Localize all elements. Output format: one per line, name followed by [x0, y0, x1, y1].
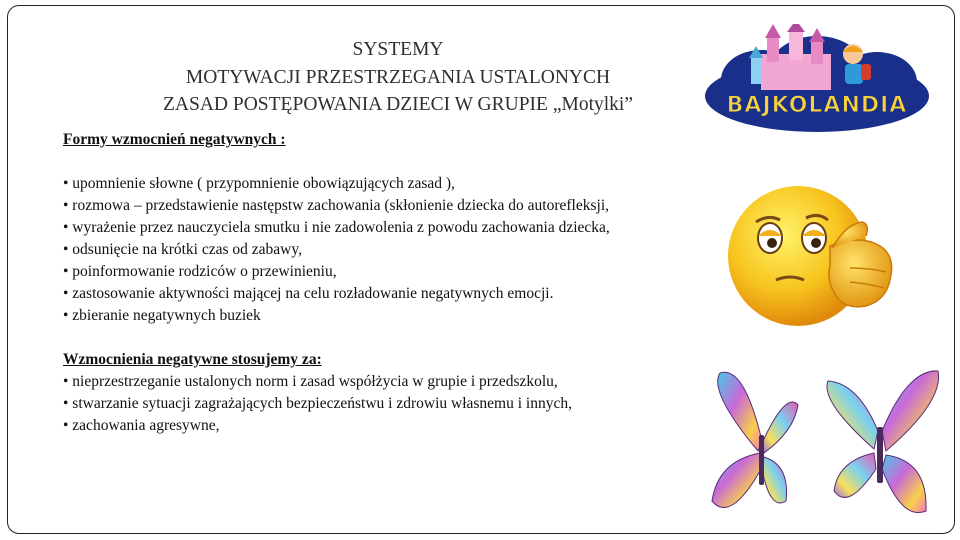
section2-heading: Wzmocnienia negatywne stosujemy za:	[63, 351, 322, 368]
title-line-3: ZASAD POSTĘPOWANIA DZIECI W GRUPIE „Motylki”	[163, 94, 633, 115]
title-line-2: MOTYWACJI PRZESTRZEGANIA USTALONYCH	[185, 66, 611, 88]
list-item: • wyrażenie przez nauczyciela smutku i nie zadowolenia z powodu zachowania dziecka,	[63, 219, 610, 236]
title-line-1: SYSTEMY	[352, 39, 444, 60]
butterflies-icon	[698, 361, 948, 534]
section1-heading: Formy wzmocnień negatywnych :	[63, 131, 286, 148]
list-item: • poinformowanie rodziców o przewinieniu,	[63, 263, 337, 280]
list-item: • zachowania agresywne,	[63, 417, 220, 434]
slide-title	[68, 36, 728, 119]
list-item: • nieprzestrzeganie ustalonych norm i zasad współżycia w grupie i przedszkolu,	[63, 373, 558, 390]
slide	[7, 5, 955, 534]
list-item: • zbieranie negatywnych buziek	[63, 307, 261, 324]
thinking-emoji-icon	[720, 176, 900, 346]
slide-body	[63, 129, 623, 437]
list-item: • stwarzanie sytuacji zagrażających bezpieczeństwu i zdrowiu własnemu i innych,	[63, 395, 572, 412]
list-item: • zastosowanie aktywności mającej na celu rozładowanie negatywnych emocji.	[63, 285, 554, 302]
bajkolandia-logo	[701, 24, 933, 136]
svg-text:BAJKOLANDIA: BAJKOLANDIA	[726, 93, 908, 118]
list-item: • rozmowa – przedstawienie następstw zachowania (skłonienie dziecka do autorefleksji,	[63, 197, 609, 214]
list-item: • odsunięcie na krótki czas od zabawy,	[63, 241, 302, 258]
list-item: • upomnienie słowne ( przypomnienie obowiązujących zasad ),	[63, 175, 455, 192]
